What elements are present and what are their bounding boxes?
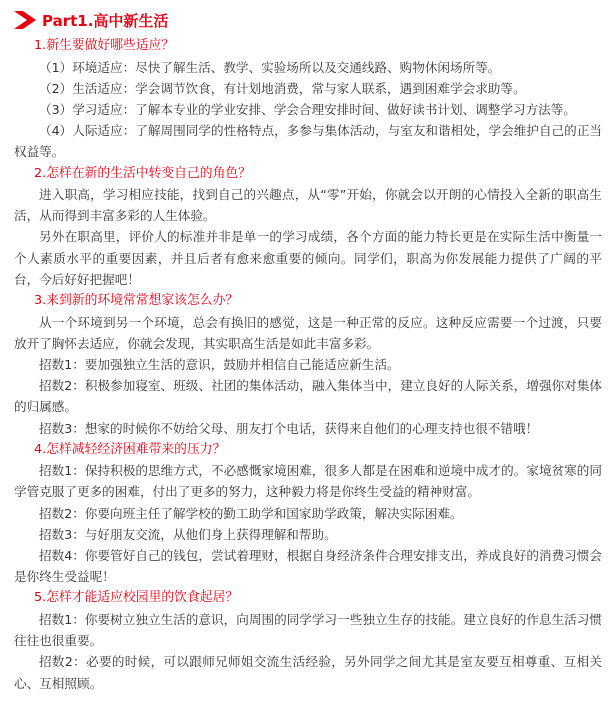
paragraph: 招数2：积极参加寝室、班级、社团的集体活动，融入集体当中，建立良好的人际关系，增强你对集体的归属感。 — [14, 378, 602, 415]
question-heading: 2.怎样在新的生活中转变自己的角色？ — [34, 165, 251, 181]
chevron-right-icon — [14, 11, 36, 29]
paragraph: （3）学习适应：了解本专业的学业安排、学会合理安排时间、做好读书计划、调整学习方法等。 — [39, 101, 576, 117]
question-heading: 4.怎样减轻经济困难带来的压力？ — [34, 441, 226, 457]
paragraph: 招数3：想家的时候你不妨给父母、朋友打个电话，获得来自他们的心理支持也很不错哦！ — [39, 420, 539, 436]
paragraph: （1）环境适应：尽快了解生活、教学、实验场所以及交通线路、购物休闲场所等。 — [39, 59, 501, 75]
paragraph: 另外在职高里，评价人的标准并非是单一的学习成绩，各个方面的能力特长更是在实际生活中衡量一个人素质水平的重要因素，并且后者有愈来愈重要的倾向。同学们，职高为你发展能力提供了广阔的平台，今后好好把握吧！ — [14, 229, 602, 287]
paragraph: （2）生活适应：学会调节饮食，有计划地消费，常与家人联系，遇到困难学会求助等。 — [39, 80, 526, 96]
question-heading: 5.怎样才能适应校园里的饮食起居？ — [34, 590, 239, 606]
paragraph: 招数1：保持积极的思维方式，不必感慨家境困难，很多人都是在困难和逆境中成才的。家境贫寒的同学管克服了更多的困难，付出了更多的努力，这种毅力将是你终生受益的精神财富。 — [14, 463, 602, 500]
paragraph: 招数2：必要的时候，可以跟师兄师姐交流生活经验，另外同学之间尤其是室友要互相尊重、互相关心、互相照顾。 — [14, 654, 602, 691]
chevron-shape — [14, 11, 36, 29]
paragraph: 招数1：要加强独立生活的意识，鼓励并相信自己能适应新生活。 — [39, 356, 400, 372]
sections-container — [14, 36, 602, 694]
section — [14, 440, 602, 588]
paragraph: 招数3：与好朋友交流，从他们身上获得理解和帮助。 — [39, 526, 337, 542]
section — [14, 588, 602, 693]
part-title: Part1.高中新生活 — [42, 11, 169, 30]
paragraph: 从一个环境到另一个环境，总会有换旧的感觉，这是一种正常的反应。这种反应需要一个过渡，只要放开了胸怀去适应，你就会发现，其实职高生活是如此丰富多彩。 — [14, 314, 602, 351]
paragraph: 招数1：你要树立独立生活的意识，向周围的同学学习一些独立生存的技能。建立良好的作息生活习惯往往也很重要。 — [14, 611, 602, 649]
section — [14, 164, 602, 291]
section — [14, 36, 602, 163]
part-header — [14, 6, 602, 34]
paragraph: 进入职高，学习相应技能，找到自己的兴趣点，从“零”开始，你就会以开朗的心情投入全新的职高生活，从而得到丰富多彩的人生体验。 — [14, 187, 602, 224]
paragraph: （4）人际适应：了解周围同学的性格特点，多参与集体活动，与室友和谐相处，学会维护自己的正当权益等。 — [14, 123, 602, 160]
question-heading: 3.来到新的环境常常想家该怎么办？ — [34, 293, 239, 309]
paragraph: 招数2：你要向班主任了解学校的勤工助学和国家助学政策，解决实际困难。 — [39, 505, 463, 521]
question-heading: 1.新生要做好哪些适应？ — [34, 38, 175, 53]
paragraph: 招数4：你要管好自己的钱包，尝试着理财，根据自身经济条件合理安排支出，养成良好的消费习惯会是你终生受益呢！ — [14, 548, 602, 585]
section — [14, 291, 602, 439]
